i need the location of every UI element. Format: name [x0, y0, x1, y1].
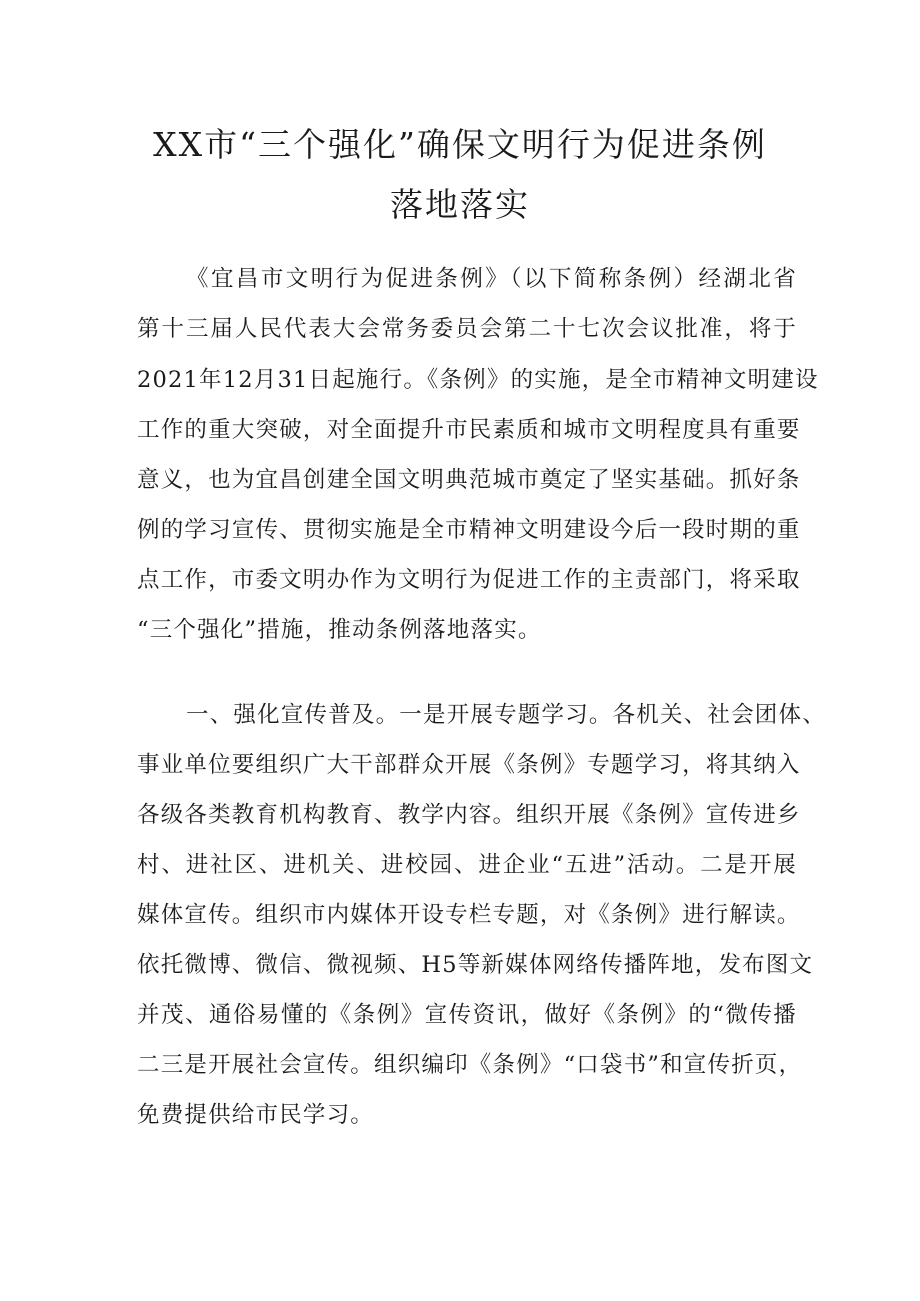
paragraph-1-line: “三个强化”措施，推动条例落地落实。	[137, 617, 542, 643]
paragraph-2-line: 二三是开展社会宣传。组织编印《条例》“口袋书”和宣传折页，	[137, 1052, 803, 1078]
paragraph-2-line: 并茂、通俗易懂的《条例》宣传资讯，做好《条例》的“微传播	[137, 1002, 797, 1028]
paragraph-2-line: 依托微博、微信、微视频、H5等新媒体网络传播阵地，发布图文	[137, 952, 814, 978]
paragraph-2-line: 一、强化宣传普及。一是开展专题学习。各机关、社会团体、	[186, 702, 826, 728]
paragraph-1-line: 2021年12月31日起施行。《条例》的实施，是全市精神文明建设	[137, 367, 819, 393]
document-title-line1: XX市“三个强化”确保文明行为促进条例	[153, 125, 767, 164]
paragraph-2-line: 免费提供给市民学习。	[137, 1102, 375, 1128]
paragraph-2-line: 事业单位要组织广大干部群众开展《条例》专题学习，将其纳入	[137, 752, 801, 778]
document-title-line2: 落地落实	[390, 185, 530, 224]
paragraph-1-line: 意义，也为宜昌创建全国文明典范城市奠定了坚实基础。抓好条	[137, 467, 801, 493]
paragraph-2-line: 村、进社区、进机关、进校园、进企业“五进”活动。二是开展	[137, 852, 797, 878]
paragraph-1-line: 工作的重大突破，对全面提升市民素质和城市文明程度具有重要	[137, 417, 801, 443]
paragraph-1-line: 第十三届人民代表大会常务委员会第二十七次会议批准，将于	[137, 316, 797, 342]
paragraph-1-line: 《宜昌市文明行为促进条例》（以下简称条例）经湖北省	[186, 266, 797, 292]
paragraph-2-line: 媒体宣传。组织市内媒体开设专栏专题，对《条例》进行解读。	[137, 902, 801, 928]
paragraph-1-line: 例的学习宣传、贯彻实施是全市精神文明建设今后一段时期的重	[137, 517, 801, 543]
paragraph-2-line: 各级各类教育机构教育、教学内容。组织开展《条例》宣传进乡	[137, 802, 801, 828]
paragraph-1-line: 点工作，市委文明办作为文明行为促进工作的主责部门，将采取	[137, 567, 801, 593]
